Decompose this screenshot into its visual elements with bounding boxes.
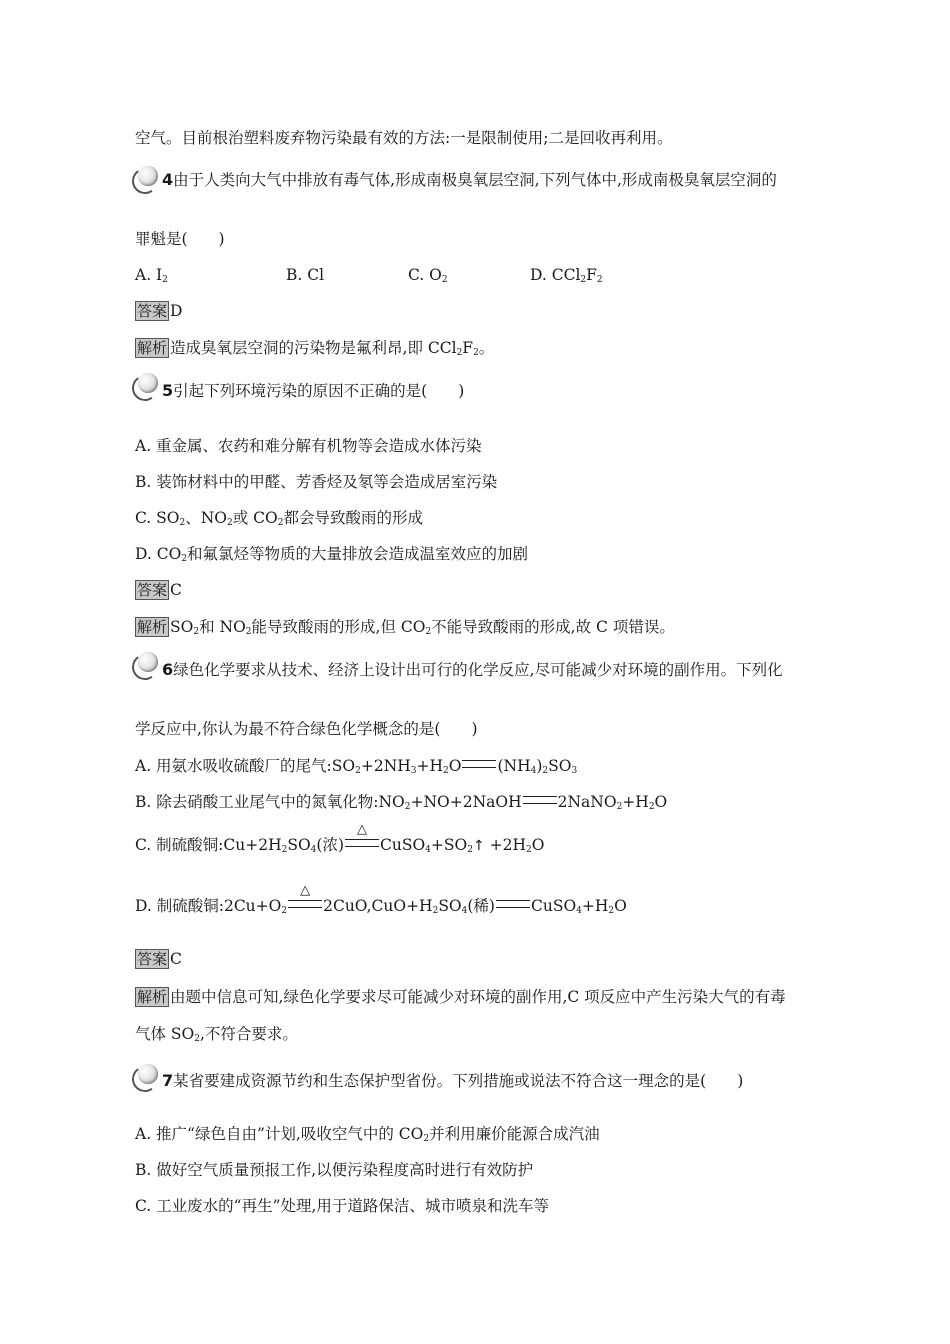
q6-analysis: 解析 由题中信息可知,绿色化学要求尽可能减少对环境的副作用,C 项反应中产生污染大气的有毒 [137,988,786,1006]
question-marker-icon [132,652,162,678]
question-marker-icon [132,166,162,192]
q6-option-c: C. 制硫酸铜$:Cu+2H_2SO_4$(浓) △ $CuSO_4+SO_2↑ +2H_2O$ [135,822,545,855]
q6-stem-line2: 学反应中,你认为最不符合绿色化学概念的是( ) [135,720,478,738]
analysis-tag: 解析 [137,339,168,357]
heat-equals-icon: △ [288,900,322,908]
q5-option-b: B. 装饰材料中的甲醛、芳香烃及氡等会造成居室污染 [135,473,498,491]
q6-analysis-line2: 气体 $SO_2$,不符合要求。 [135,1025,298,1044]
q4-answer: 答案 D [137,302,183,320]
q4-number: 4 [162,170,174,189]
question-marker-icon [132,1064,162,1090]
equals-sign-icon [462,760,496,768]
q6-answer: 答案 C [137,950,182,968]
q5-stem: 5引起下列环境污染的原因不正确的是( ) [162,381,465,400]
gas-arrow-icon: ↑ [472,838,485,854]
q4-option-c: C. $O_2$ [408,266,448,285]
q6-stem: 6绿色化学要求从技术、经济上设计出可行的化学反应,尽可能减少对环境的副作用。下列化 [162,660,783,679]
q6-option-b: B. 除去硝酸工业尾气中的氮氧化物$:NO_2+NO+2NaOH$ $2NaNO_2+H_2O$ [135,793,668,812]
q5-analysis: 解析 $SO_2$和 $NO_2$能导致酸雨的形成,但 $CO_2$不能导致酸雨的形成,故 C 项错误。 [137,618,675,637]
q5-option-a: A. 重金属、农药和难分解有机物等会造成水体污染 [135,437,482,455]
q7-option-b: B. 做好空气质量预报工作,以便污染程度高时进行有效防护 [135,1161,534,1179]
heat-equals-icon: △ [345,839,379,847]
q7-option-c: C. 工业废水的“再生”处理,用于道路保洁、城市喷泉和洗车等 [135,1197,549,1215]
q5-answer: 答案 C [137,581,182,599]
q7-option-a: A. 推广“绿色自由”计划,吸收空气中的 $CO_2$并利用廉价能源合成汽油 [135,1125,600,1144]
q4-option-a: A. $I_2$ [135,266,168,285]
q4-stem-line1: 由于人类向大气中排放有毒气体,形成南极臭氧层空洞,下列气体中,形成南极臭氧层空洞的 [173,171,777,189]
question-marker-icon [132,373,162,399]
q5-option-c: C. $SO_2$、$NO_2$或 $CO_2$都会导致酸雨的形成 [135,509,423,528]
answer-tag: 答案 [137,302,168,320]
q5-option-d: D. $CO_2$和氟氯烃等物质的大量排放会造成温室效应的加剧 [135,545,529,564]
intro-text: 空气。目前根治塑料废弃物污染最有效的方法:一是限制使用;二是回收再利用。 [135,129,673,147]
q6-option-d: D. 制硫酸铜$:2Cu+O_2$ △ $2CuO,CuO+H_2SO_4$(稀) $CuSO_4+H_2O$ [135,883,627,916]
equals-sign-icon [496,900,530,908]
q4-stem-line2: 罪魁是( ) [135,230,225,248]
q4-option-d: D. $CCl_2F_2$ [530,266,603,285]
q6-option-a: A. 用氨水吸收硫酸厂的尾气$:SO_2+2NH_3+H_2O$ $(NH_4)_2SO_3$ [135,757,578,776]
q4-analysis: 解析 造成臭氧层空洞的污染物是氟利昂,即 $CCl_2F_2$。 [137,339,495,358]
q4-stem [162,170,777,190]
q7-stem: 7某省要建成资源节约和生态保护型省份。下列措施或说法不符合这一理念的是( ) [162,1071,744,1090]
equals-sign-icon [523,796,557,804]
q4-option-b: B. Cl [286,266,325,284]
